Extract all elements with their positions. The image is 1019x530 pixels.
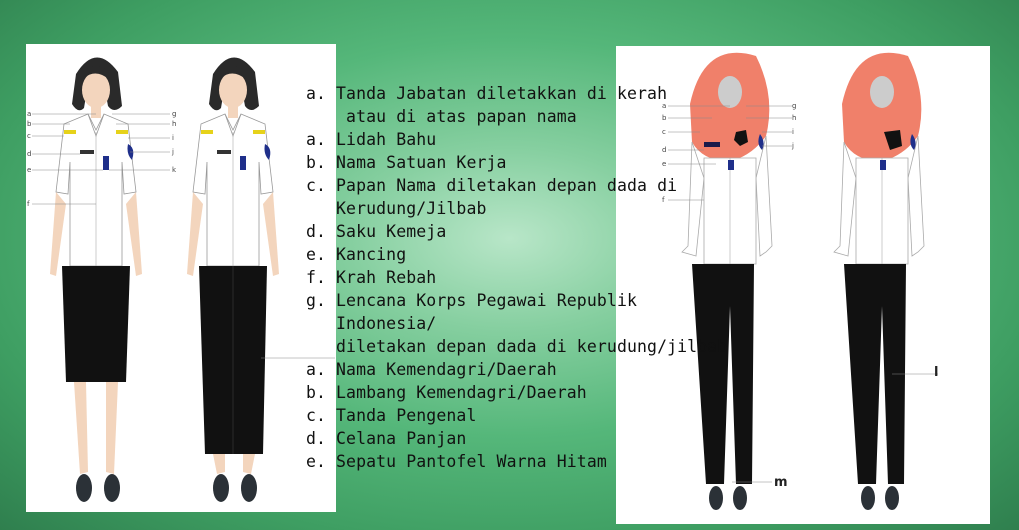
svg-text:a: a — [27, 110, 32, 118]
list-item — [306, 427, 706, 450]
svg-text:c: c — [27, 132, 31, 140]
list-item — [306, 289, 706, 312]
uniform-description-list — [306, 82, 728, 473]
svg-text:h: h — [172, 120, 177, 128]
list-text: Celana Panjan — [336, 429, 467, 448]
list-text: Lencana Korps Pegawai Republik — [336, 291, 638, 310]
list-item — [306, 82, 706, 105]
list-marker: g. — [306, 291, 327, 310]
list-item — [306, 174, 706, 197]
figure-skirt-left — [32, 57, 170, 502]
list-text: Saku Kemeja — [336, 222, 447, 241]
svg-text:d: d — [27, 150, 32, 158]
svg-text:f: f — [662, 196, 665, 204]
list-text: Nama Kemendagri/Daerah — [336, 360, 557, 379]
list-text: Tanda Pengenal — [336, 406, 477, 425]
list-item — [306, 404, 706, 427]
svg-text:h: h — [792, 114, 797, 122]
list-text: Nama Satuan Kerja — [336, 153, 507, 172]
label-m: m — [774, 475, 788, 490]
svg-text:e: e — [662, 160, 667, 168]
svg-text:j: j — [792, 142, 794, 150]
list-text: Tanda Jabatan diletakkan di kerah — [336, 84, 668, 103]
list-item — [306, 266, 706, 289]
list-text: Lidah Bahu — [336, 130, 437, 149]
list-item-continuation: atau di atas papan nama — [336, 107, 577, 126]
list-marker: b. — [306, 383, 327, 402]
svg-text:g: g — [792, 102, 797, 110]
figure-hijab-right — [834, 53, 938, 510]
list-marker: d. — [306, 222, 327, 241]
list-item — [306, 128, 706, 151]
list-marker: e. — [306, 452, 327, 471]
left-illustration-panel — [26, 44, 336, 512]
list-item-continuation: Indonesia/ — [336, 314, 437, 333]
svg-text:j: j — [172, 148, 174, 156]
svg-text:i: i — [792, 128, 794, 136]
list-item — [306, 220, 706, 243]
list-marker: e. — [306, 245, 327, 264]
list-marker: a. — [306, 84, 327, 103]
list-text: Lambang Kemendagri/Daerah — [336, 383, 587, 402]
svg-text:b: b — [662, 114, 667, 122]
list-item-continuation: diletakan depan dada di kerudung/jilbab — [336, 337, 728, 356]
svg-text:k: k — [172, 166, 177, 174]
svg-text:c: c — [662, 128, 666, 136]
svg-text:b: b — [27, 120, 32, 128]
list-text: Kancing — [336, 245, 407, 264]
list-marker: d. — [306, 429, 327, 448]
list-text: Sepatu Pantofel Warna Hitam — [336, 452, 607, 471]
list-item — [306, 243, 706, 266]
list-item-continuation: Kerudung/Jilbab — [336, 199, 487, 218]
uniform-skirt-illustration — [26, 44, 336, 512]
svg-text:g: g — [172, 110, 177, 118]
list-text: Papan Nama diletakan depan dada di — [336, 176, 678, 195]
list-text: Krah Rebah — [336, 268, 437, 287]
list-item — [306, 381, 706, 404]
svg-text:e: e — [27, 166, 32, 174]
list-item — [306, 358, 706, 381]
list-item — [306, 450, 706, 473]
svg-text:f: f — [27, 200, 30, 208]
list-marker: b. — [306, 153, 327, 172]
list-marker: f. — [306, 268, 327, 287]
svg-text:d: d — [662, 146, 667, 154]
list-marker: c. — [306, 406, 327, 425]
label-l: l — [934, 365, 939, 380]
list-marker: a. — [306, 360, 327, 379]
list-marker: c. — [306, 176, 327, 195]
svg-text:a: a — [662, 102, 667, 110]
svg-text:i: i — [172, 134, 174, 142]
list-marker: a. — [306, 130, 327, 149]
list-item — [306, 151, 706, 174]
